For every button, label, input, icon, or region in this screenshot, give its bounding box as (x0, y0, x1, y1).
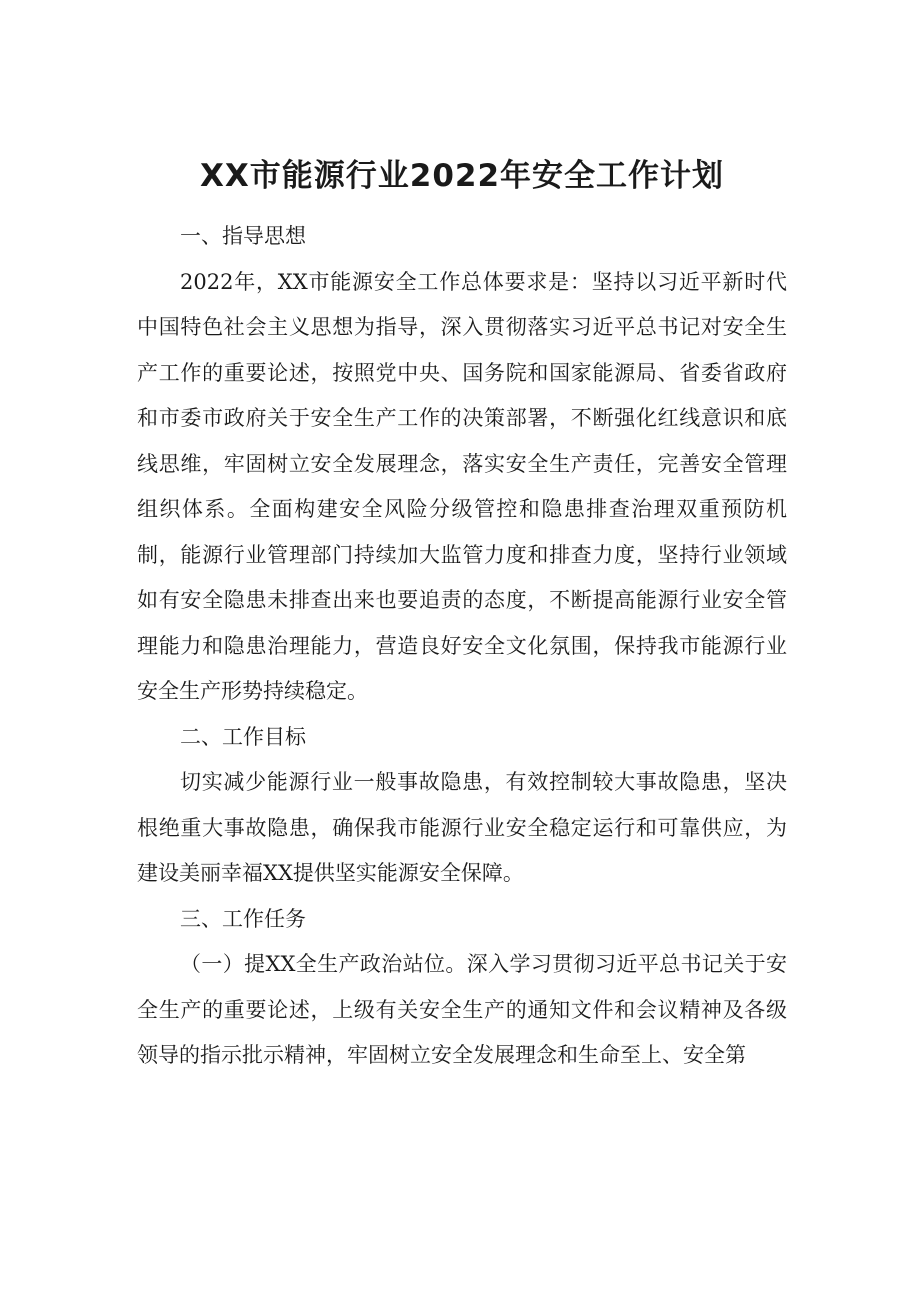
document-page (137, 150, 787, 1079)
document-title: XX市能源行业2022年安全工作计划 (199, 158, 725, 194)
section-heading-guiding-ideology: 一、指导思想 (180, 224, 306, 248)
title-spacer (137, 202, 787, 214)
paragraph-guiding-ideology: 2022年，XX市能源安全工作总体要求是：坚持以习近平新时代中国特色社会主义思想为指导，深入贯彻落实习近平总书记对安全生产工作的重要论述，按照党中央、国务院和国家能源局、省委省政府和市委市政府关于安全生产工作的决策部署，不断强化红线意识和底线思维，牢固树立安全发展理念，落实安全生产责任，完善安全管理组织体系。全面构建安全风险分级管控和隐患排查治理双重预防机制，能源行业管理部门持续加大监管力度和排查力度，坚持行业领域如有安全隐患未排查出来也要追责的态度，不断提高能源行业安全管理能力和隐患治理能力，营造良好安全文化氛围，保持我市能源行业安全生产形势持续稳定。 (137, 269, 787, 703)
section-heading-work-tasks: 三、工作任务 (180, 906, 306, 931)
paragraph-work-tasks: （一）提XX全生产政治站位。深入学习贯彻习近平总书记关于安全生产的重要论述，上级有关安全生产的通知文件和会议精神及各级领导的指示批示精神，牢固树立安全发展理念和生命至上、安全第 (137, 952, 787, 1067)
section-heading-work-goals: 二、工作目标 (180, 724, 306, 749)
paragraph-work-goals: 切实减少能源行业一般事故隐患，有效控制较大事故隐患，坚决根绝重大事故隐患，确保我市能源行业安全稳定运行和可靠供应，为建设美丽幸福XX提供坚实能源安全保障。 (137, 770, 787, 885)
